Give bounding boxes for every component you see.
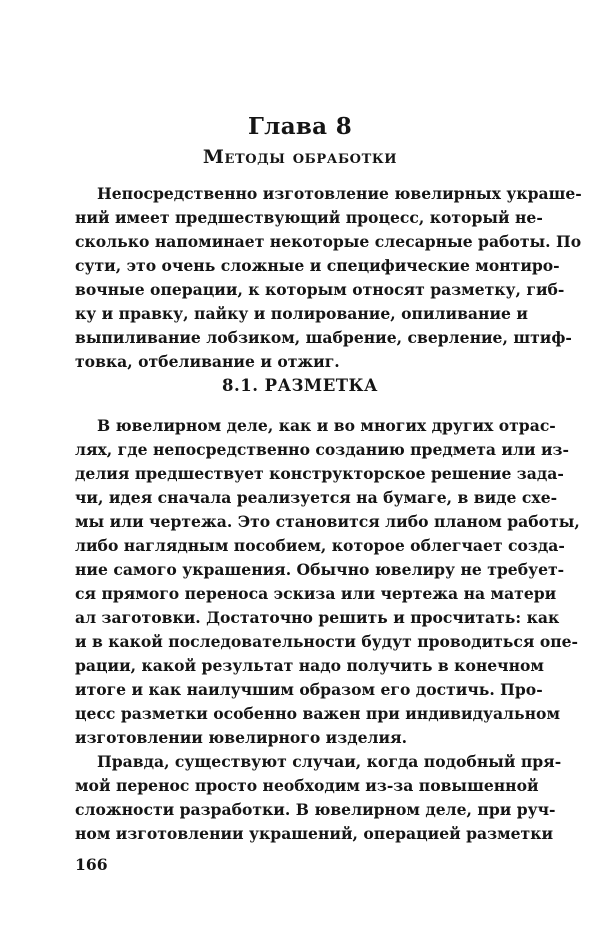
text-line: итоге и как наилучшим образом его достичь. Про- xyxy=(75,680,543,699)
text-line: Непосредственно изготовление ювелирных украше- xyxy=(97,184,582,203)
text-line: ал заготовки. Достаточно решить и просчитать: как xyxy=(75,608,560,627)
text-line: цесс разметки особенно важен при индивидуальном xyxy=(75,704,560,723)
text-line: выпиливание лобзиком, шабрение, сверление, штиф- xyxy=(75,328,572,347)
text-line: товка, отбеливание и отжиг. xyxy=(75,352,340,371)
text-line: ся прямого переноса эскиза или чертежа на матери xyxy=(75,584,557,603)
text-line: делия предшествует конструкторское решение зада- xyxy=(75,464,564,483)
text-line: изготовлении ювелирного изделия. xyxy=(75,728,408,747)
text-line: рации, какой результат надо получить в конечном xyxy=(75,656,544,675)
section-title: 8.1. РАЗМЕТКА xyxy=(221,376,378,395)
text-line: ном изготовлении украшений, операцией разметки xyxy=(75,824,554,843)
text-line: В ювелирном деле, как и во многих других отрас- xyxy=(97,416,556,435)
text-line: сколько напоминает некоторые слесарные работы. По xyxy=(75,232,582,251)
text-line: мой перенос просто необходим из-за повышенной xyxy=(75,776,539,795)
text-line: ку и правку, пайку и полирование, опиливание и xyxy=(75,304,528,323)
text-line: Правда, существуют случаи, когда подобный пря- xyxy=(97,752,562,771)
text-line: вочные операции, к которым относят разметку, гиб- xyxy=(75,280,565,299)
chapter-number: Глава 8 xyxy=(248,113,352,140)
text-line: мы или чертежа. Это становится либо планом работы, xyxy=(75,512,580,531)
text-line: ний имеет предшествующий процесс, который не- xyxy=(75,208,543,227)
text-line: либо наглядным пособием, которое облегчает созда- xyxy=(75,536,565,555)
text-line: сути, это очень сложные и специфические монтиро- xyxy=(75,256,560,275)
text-line: чи, идея сначала реализуется на бумаге, в виде схе- xyxy=(75,488,558,507)
text-line: ние самого украшения. Обычно ювелиру не требует- xyxy=(75,560,565,579)
page-number: 166 xyxy=(75,855,108,874)
chapter-title: Методы обработки xyxy=(202,146,398,168)
text-line: лях, где непосредственно созданию предмета или из- xyxy=(75,440,569,459)
text-line: и в какой последовательности будут проводиться опе- xyxy=(75,632,579,651)
text-line: сложности разработки. В ювелирном деле, при руч- xyxy=(75,800,556,819)
